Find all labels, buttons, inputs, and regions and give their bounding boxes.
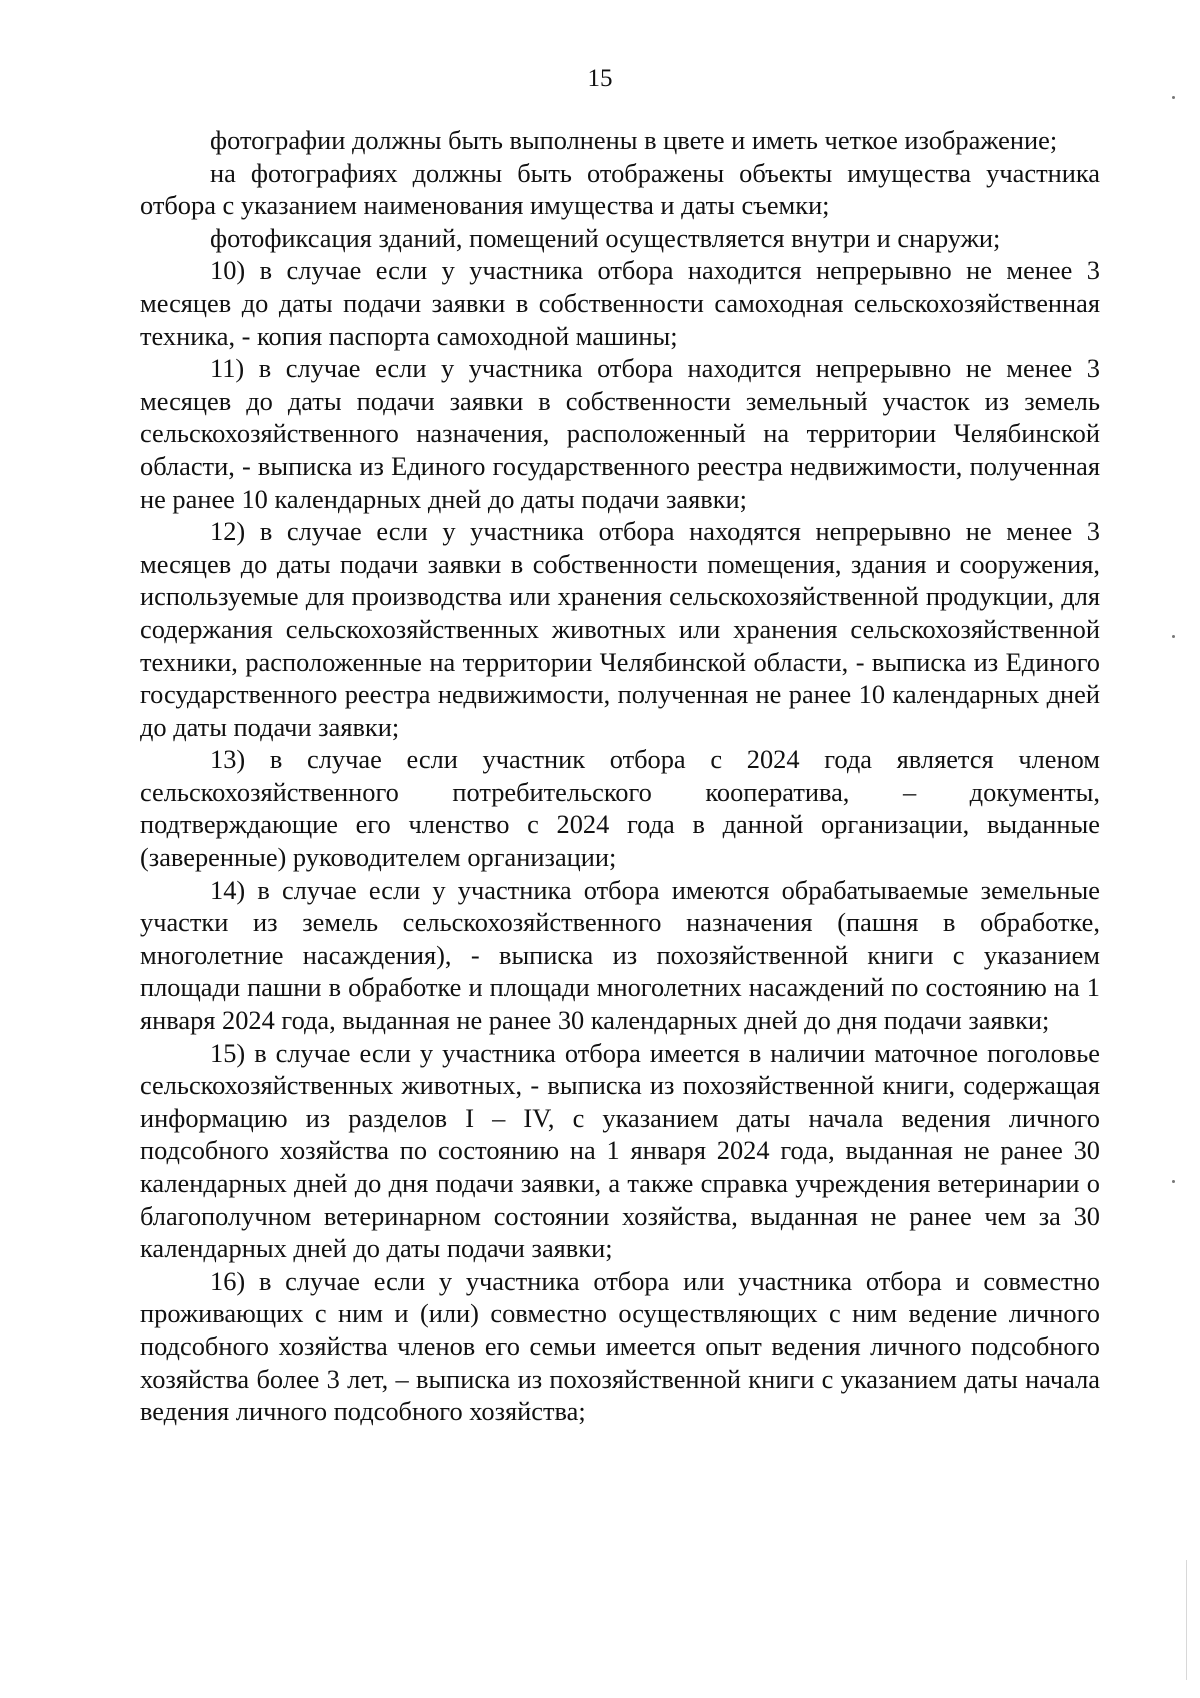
document-body (140, 124, 1100, 1428)
scan-edge-line (1186, 1560, 1187, 1680)
paragraph-item-12: 12) в случае если у участника отбора находятся непрерывно не менее 3 месяцев до даты подачи заявки в собственности помещения, здания и сооружения, используемые для производства или хранения сельскохозяйственной продукции, для содержания сельскохозяйственных животных или хранения сельскохозяйственной техники, расположенные на территории Челябинской области, - выписка из Единого государственного реестра недвижимости, полученная не ранее 10 календарных дней до даты подачи заявки; (140, 516, 1100, 742)
scan-speck (1172, 635, 1175, 638)
scan-speck (1172, 1180, 1175, 1183)
scan-speck (1172, 96, 1175, 99)
paragraph-photo-buildings: фотофиксация зданий, помещений осуществляется внутри и снаружи; (210, 222, 1001, 253)
paragraph-photo-content: на фотографиях должны быть отображены объекты имущества участника отбора с указанием наименования имущества и даты съемки; (140, 157, 1100, 221)
paragraph-item-10: 10) в случае если у участника отбора находится непрерывно не менее 3 месяцев до даты подачи заявки в собственности самоходная сельскохозяйственная техника, - копия паспорта самоходной машины; (140, 255, 1100, 351)
page-number: 15 (587, 65, 613, 92)
paragraph-item-13: 13) в случае если участник отбора с 2024 года является членом сельскохозяйственного потребительского кооператива, – документы, подтверждающие его членство с 2024 года в данной организации, выданные (заверенные) руководителем организации; (140, 744, 1100, 873)
paragraph-item-16: 16) в случае если у участника отбора или участника отбора и совместно проживающих с ним и (или) совместно осуществляющих с ним ведение личного подсобного хозяйства членов его семьи имеется опыт ведения личного подсобного хозяйства более 3 лет, – выписка из похозяйственной книги с указанием даты начала ведения личного подсобного хозяйства; (140, 1265, 1100, 1427)
paragraph-item-15: 15) в случае если у участника отбора имеется в наличии маточное поголовье сельскохозяйственных животных, - выписка из похозяйственной книги, содержащая информацию из разделов I – IV, с указанием даты начала ведения личного подсобного хозяйства по состоянию на 1 января 2024 года, выданная не ранее 30 календарных дней до дня подачи заявки, а также справка учреждения ветеринарии о благополучном ветеринарном состоянии хозяйства, выданная не ранее чем за 30 календарных дней до даты подачи заявки; (140, 1037, 1100, 1264)
paragraph-item-14: 14) в случае если у участника отбора имеются обрабатываемые земельные участки из земель сельскохозяйственного назначения (пашня в обработке, многолетние насаждения), - выписка из похозяйственной книги с указанием площади пашни в обработке и площади многолетних насаждений по состоянию на 1 января 2024 года, выданная не ранее 30 календарных дней до дня подачи заявки; (140, 874, 1100, 1036)
paragraph-photo-quality: фотографии должны быть выполнены в цвете и иметь четкое изображение; (210, 125, 1058, 155)
paragraph-item-11: 11) в случае если у участника отбора находится непрерывно не менее 3 месяцев до даты подачи заявки в собственности земельный участок из земель сельскохозяйственного назначения, расположенный на территории Челябинской области, - выписка из Единого государственного реестра недвижимости, полученная не ранее 10 календарных дней до даты подачи заявки; (140, 353, 1100, 514)
